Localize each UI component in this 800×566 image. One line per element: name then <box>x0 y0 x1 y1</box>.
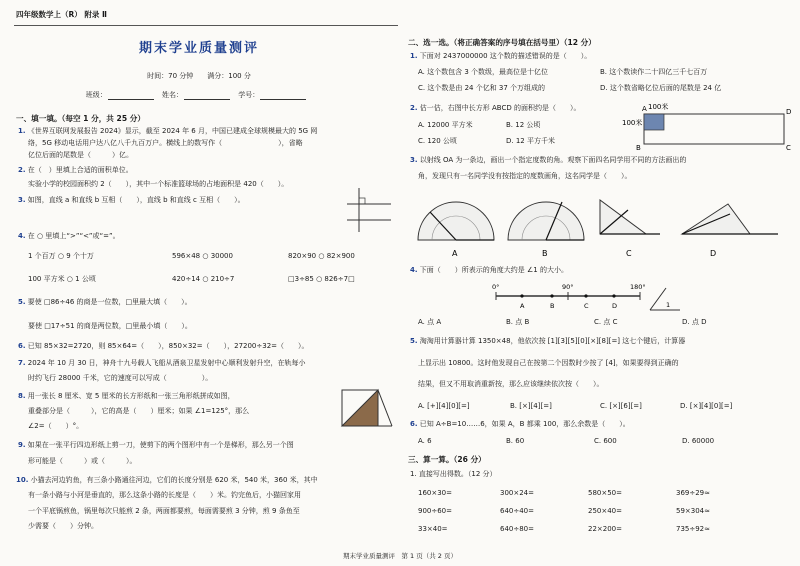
s2q5-text1: 淘淘用计算器计算 1350×48，他依次按 [1][3][5][0][×][8][=] 这七个键后，计算器 <box>419 337 686 345</box>
q9-number: 9. <box>18 441 26 449</box>
calc-r1c3: 580×50= <box>588 489 622 497</box>
s2q6-option-a: A. 6 <box>418 437 432 445</box>
section3-heading: 三、算一算。（26 分） <box>408 455 486 464</box>
q2-number: 2. <box>18 166 26 174</box>
figure-a-label: A <box>452 249 458 258</box>
s2q4-scale-figure <box>490 280 690 312</box>
id-label: 学号： <box>238 91 260 99</box>
s2q3-text1: 以射线 OA 为一条边，画出一个指定度数的角。观察下面四名同学用不同的方法画出的 <box>419 156 687 164</box>
figure-a <box>418 202 494 258</box>
label-d: D <box>786 108 792 116</box>
s2q5-option-d: D. [×][4][0][=] <box>680 402 733 410</box>
q2-text1: 在（ ）里填上合适的面积单位。 <box>27 166 133 174</box>
calc-r2c3: 250×40= <box>588 507 622 515</box>
q7-text1: 2024 年 10 月 30 日，神舟十九号载人飞船从酒泉卫星发射中心顺利发射升空，在轨每小 <box>27 359 306 367</box>
s2q5-option-a: A. [+][4][0][=] <box>418 402 470 410</box>
s2q1-number: 1. <box>410 52 418 60</box>
s2q5-line2: 上显示出 10800。这时他发现自己在按第二个因数时少按了 [4]，如果要得到正确的 <box>418 359 679 367</box>
s2q3-line2: 角，发现只有一名同学没有按指定的度数画角，这名同学是（ ）。 <box>418 172 632 180</box>
s2q2-option-d: D. 12 平方千米 <box>506 137 555 145</box>
calc-r3c2: 640÷80= <box>500 525 534 533</box>
s2q5-number: 5. <box>410 337 418 345</box>
s2q4-stem-text: 下面（ ）所表示的角度大约是 ∠1 的大小。 <box>419 266 568 274</box>
q2-line1 <box>18 166 133 175</box>
q5-line1 <box>18 298 192 307</box>
s2q2-option-c: C. 120 公顷 <box>418 137 457 145</box>
s2q3-protractor-figures <box>410 190 790 260</box>
figure-c-label: C <box>626 249 632 258</box>
s2q3-number: 3. <box>410 156 418 164</box>
q5-line2: 要使 □17÷51 的商是两位数，□里最小填（ ）。 <box>28 322 192 330</box>
q7-line2: 时约飞行 28000 千米，它的速度可以写成（ ）。 <box>28 374 213 382</box>
s2q6-option-b: B. 60 <box>506 437 525 445</box>
s2q5-line3: 结果，但又不用取消重新按，那么应该继续依次按（ ）。 <box>418 380 604 388</box>
header-tag: 四年级数学上（R） 附录 Ⅱ <box>16 10 107 19</box>
q4-line1 <box>18 232 120 241</box>
q3-text1: 如图，直线 a 和直线 b 互相（ ），直线 b 和直线 c 互相（ ）。 <box>27 196 245 204</box>
label-c: C <box>786 144 791 152</box>
calc-r2c1: 900÷60= <box>418 507 452 515</box>
section2-heading: 二、选一选。（将正确答案的序号填在括号里）（12 分） <box>408 38 596 47</box>
s2q4-option-d: D. 点 D <box>682 318 707 326</box>
page-footer: 期末学业质量测评 第 1 页（共 2 页） <box>342 552 458 560</box>
exam-meta: 时间：70 分钟 满分：100 分 <box>147 72 251 80</box>
class-blank[interactable] <box>108 91 154 100</box>
q1-line2: 络，5G 移动电话用户达八亿八千九百万户。横线上的数写作（ ），省略 <box>28 139 303 147</box>
section3-sub1: 1. 直接写出得数。（12 分） <box>410 470 497 478</box>
q1-line1 <box>18 127 317 136</box>
s2q1-stem <box>410 52 591 61</box>
name-label: 姓名： <box>162 91 183 99</box>
overlap-shaded <box>342 390 378 426</box>
point-b: B <box>550 302 555 310</box>
figure-b-label: B <box>542 249 548 258</box>
right-angle-mark <box>359 198 365 204</box>
s2q2-option-a: A. 12000 平方米 <box>418 121 473 129</box>
q1-line3: 亿位后面的尾数是（ ）亿。 <box>28 151 133 159</box>
header-rule <box>14 25 398 26</box>
s2q1-stem-text: 下面对 2437000000 这个数的描述错误的是（ ）。 <box>419 52 592 60</box>
s2q5-option-c: C. [×][6][=] <box>600 402 642 410</box>
point-d: D <box>612 302 618 310</box>
q6-number: 6. <box>18 342 26 350</box>
s2q4-stem <box>410 266 568 275</box>
s2q6-stem-text: 已知 A÷B=10……6，如果 A，B 都乘 100，那么余数是（ ）。 <box>419 420 630 428</box>
fig-left-label: 100米 <box>622 119 643 127</box>
point-c: C <box>584 302 589 310</box>
calc-r3c3: 22×200= <box>588 525 622 533</box>
student-info <box>0 90 398 100</box>
s2q1-option-b: B. 这个数读作二十四亿三千七百万 <box>600 68 708 76</box>
q3-lines-figure <box>345 184 395 236</box>
q8-line2: 重叠部分是（ ），它的高是（ ）厘米；如果 ∠1=125°，那么 <box>28 407 250 415</box>
class-label: 班级： <box>85 91 107 99</box>
q10-line3: 一个平底锅煎鱼，锅里每次只能煎 2 条，两面都要煎，每面需要煎 3 分钟，煎 9 条鱼至 <box>28 507 300 515</box>
calc-r1c2: 300×24= <box>500 489 534 497</box>
figure-b <box>508 202 584 258</box>
q8-line3: ∠2=（ ）°。 <box>28 422 84 430</box>
q5-text1: 要使 □86÷46 的商是一位数，□里最大填（ ）。 <box>27 298 192 306</box>
s2q6-stem <box>410 420 630 429</box>
s2q2-option-b: B. 12 公顷 <box>506 121 541 129</box>
figure-c <box>600 200 660 258</box>
q4-r2c3: □3÷85 ○ 826÷7□ <box>288 275 355 283</box>
label-a: A <box>642 105 647 113</box>
q10-line1 <box>16 476 318 485</box>
s2q4-option-a: A. 点 A <box>418 318 442 326</box>
point-a: A <box>520 302 525 310</box>
s2q2-rectangle-figure <box>622 100 794 152</box>
q10-text1: 小猫去河边钓鱼，有三条小路通往河边，它们的长度分别是 620 米，540 米，360 米，其中 <box>30 476 318 484</box>
q8-text1: 用一张长 8 厘米、宽 5 厘米的长方形纸和一张三角形纸拼成如图， <box>27 392 235 400</box>
calc-r1c4: 369÷29≈ <box>676 489 710 497</box>
q8-line1 <box>18 392 235 401</box>
s2q1-option-a: A. 这个数包含 3 个数级，最高位是十亿位 <box>418 68 549 76</box>
angle-1-label: 1 <box>666 301 671 309</box>
q6-text1: 已知 85×32=2720，则 85×64=（ ），850×32=（ ），27200÷32=（ ）。 <box>27 342 309 350</box>
unit-square <box>644 114 664 130</box>
q3-line1 <box>18 196 245 205</box>
s2q3-line1 <box>410 156 686 165</box>
calc-r3c1: 33×40= <box>418 525 448 533</box>
q4-number: 4. <box>18 232 26 240</box>
id-blank[interactable] <box>260 91 306 100</box>
q4-r2c2: 420÷14 ○ 210÷7 <box>172 275 235 283</box>
s2q2-stem <box>410 104 580 113</box>
q4-r2c1: 100 平方米 ○ 1 公顷 <box>28 275 96 283</box>
name-blank[interactable] <box>184 91 230 100</box>
s2q6-number: 6. <box>410 420 418 428</box>
q10-line4: 少需要（ ）分钟。 <box>28 522 98 530</box>
q5-number: 5. <box>18 298 26 306</box>
q9-line1 <box>18 441 294 450</box>
tick-90: 90° <box>562 283 574 291</box>
s2q5-option-b: B. [×][4][=] <box>510 402 552 410</box>
q4-text1: 在 ○ 里填上“>”“<”或“=”。 <box>27 232 120 240</box>
s2q4-option-b: B. 点 B <box>506 318 530 326</box>
tick-0: 0° <box>492 283 500 291</box>
s2q2-number: 2. <box>410 104 418 112</box>
s2q4-number: 4. <box>410 266 418 274</box>
s2q1-option-c: C. 这个数是由 24 个亿和 37 个万组成的 <box>418 84 546 92</box>
q1-text1: 《世界互联网发展报告 2024》显示，截至 2024 年 6 月，中国已建成全球规模最大的 5G 网 <box>27 127 318 135</box>
s2q6-option-c: C. 600 <box>594 437 617 445</box>
s2q2-stem-text: 估一估，右图中长方形 ABCD 的面积约是（ ）。 <box>419 104 581 112</box>
s2q1-option-d: D. 这个数省略亿位后面的尾数是 24 亿 <box>600 84 722 92</box>
q4-r1c3: 820×90 ○ 82×900 <box>288 252 355 260</box>
fig-top-label: 100米 <box>648 103 669 111</box>
q8-number: 8. <box>18 392 26 400</box>
figure-d-label: D <box>710 249 717 258</box>
q7-number: 7. <box>18 359 26 367</box>
s2q4-option-c: C. 点 C <box>594 318 618 326</box>
q7-line1 <box>18 359 306 368</box>
q4-r1c2: 596×48 ○ 30000 <box>172 252 233 260</box>
q1-number: 1. <box>18 127 26 135</box>
figure-d <box>682 204 778 258</box>
calc-r2c2: 640÷40= <box>500 507 534 515</box>
section1-heading: 一、填一填。（每空 1 分，共 25 分） <box>16 114 145 123</box>
q2-line2: 实验小学的校园面积约 2（ ），其中一个标准篮球场的占地面积是 420（ ）。 <box>28 180 289 188</box>
q3-number: 3. <box>18 196 26 204</box>
rect-abcd <box>644 114 784 144</box>
s2q5-line1 <box>410 337 685 346</box>
q8-overlap-figure <box>338 384 396 430</box>
s2q6-option-d: D. 60000 <box>682 437 715 445</box>
tick-180: 180° <box>630 283 646 291</box>
page-title: 期末学业质量测评 <box>138 41 259 56</box>
q4-r1c1: 1 个百万 ○ 9 个十万 <box>28 252 94 260</box>
q10-number: 10. <box>16 476 29 484</box>
label-b: B <box>636 144 641 152</box>
q6-line1 <box>18 342 309 351</box>
triangle-edge <box>378 390 392 426</box>
q9-text1: 如果在一张平行四边形纸上剪一刀，使剪下的两个图形中有一个是梯形，那么另一个图 <box>27 441 294 449</box>
calc-r3c4: 735÷92≈ <box>676 525 710 533</box>
q10-line2: 有一条小路与小河是垂直的，那么这条小路的长度是（ ）米。钓完鱼后，小猫回家用 <box>28 491 301 499</box>
calc-r1c1: 160×30= <box>418 489 452 497</box>
calc-r2c4: 59×304≈ <box>676 507 710 515</box>
q9-line2: 形可能是（ ）或（ ）。 <box>28 457 137 465</box>
